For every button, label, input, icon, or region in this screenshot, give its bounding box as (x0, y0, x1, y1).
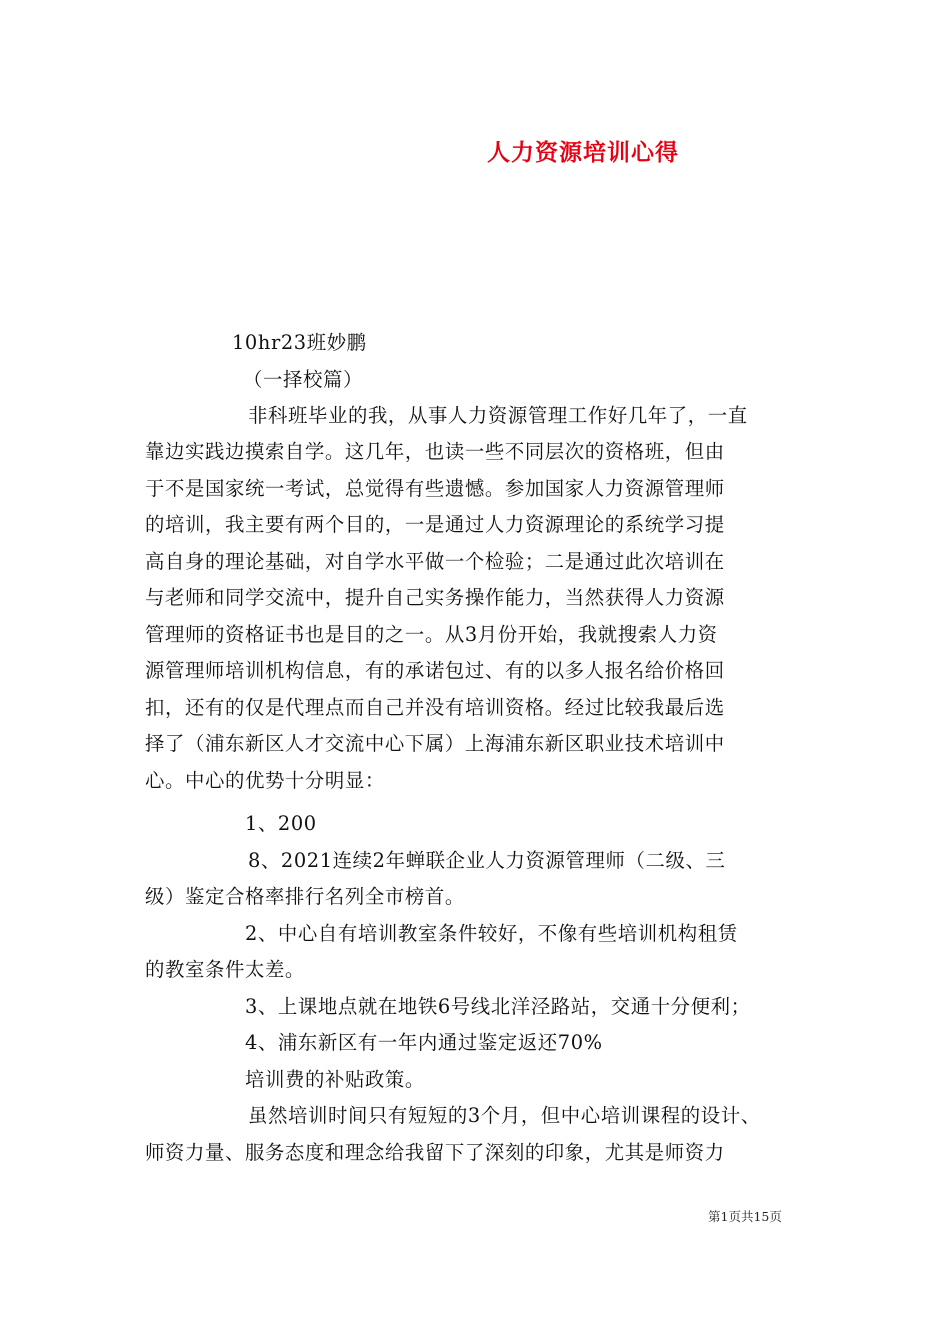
document-title: 人力资源培训心得 (487, 140, 679, 166)
list-item-line: 4、浦东新区有一年内通过鉴定返还70% (245, 1031, 603, 1054)
paragraph-line: 于不是国家统一考试，总觉得有些遗憾。参加国家人力资源管理师 (145, 477, 725, 500)
paragraph-line: 心。中心的优势十分明显： (145, 769, 385, 792)
page-number: 第1页共15页 (708, 1209, 782, 1224)
list-item-line: 培训费的补贴政策。 (245, 1068, 425, 1091)
list-item-line: 级）鉴定合格率排行名列全市榜首。 (145, 885, 465, 908)
list-item-line: 1、200 (245, 812, 317, 835)
paragraph-line: 靠边实践边摸索自学。这几年，也读一些不同层次的资格班，但由 (145, 440, 725, 463)
paragraph-line: 源管理师培训机构信息，有的承诺包过、有的以多人报名给价格回 (145, 659, 725, 682)
list-item-line: 3、上课地点就在地铁6号线北洋泾路站，交通十分便利； (245, 995, 751, 1018)
paragraph-line: 虽然培训时间只有短短的3个月，但中心培训课程的设计、 (248, 1104, 761, 1127)
paragraph-line: 管理师的资格证书也是目的之一。从3月份开始，我就搜索人力资 (145, 623, 718, 646)
paragraph-line: 扣，还有的仅是代理点而自己并没有培训资格。经过比较我最后选 (145, 696, 725, 719)
paragraph-line: 非科班毕业的我，从事人力资源管理工作好几年了，一直 (248, 404, 748, 427)
paragraph-line: 与老师和同学交流中，提升自己实务操作能力，当然获得人力资源 (145, 586, 725, 609)
paragraph-line: 师资力量、服务态度和理念给我留下了深刻的印象，尤其是师资力 (145, 1141, 725, 1164)
paragraph-line: 高自身的理论基础，对自学水平做一个检验；二是通过此次培训在 (145, 550, 725, 573)
list-item-line: 8、2021连续2年蝉联企业人力资源管理师（二级、三 (248, 849, 726, 872)
section-heading: （一择校篇） (243, 368, 363, 391)
list-item-line: 2、中心自有培训教室条件较好，不像有些培训机构租赁 (245, 922, 738, 945)
paragraph-line: 择了（浦东新区人才交流中心下属）上海浦东新区职业技术培训中 (145, 732, 725, 755)
paragraph-line: 的培训，我主要有两个目的，一是通过人力资源理论的系统学习提 (145, 513, 725, 536)
list-item-line: 的教室条件太差。 (145, 958, 305, 981)
author-line: 10hr23班妙鹏 (232, 331, 367, 354)
